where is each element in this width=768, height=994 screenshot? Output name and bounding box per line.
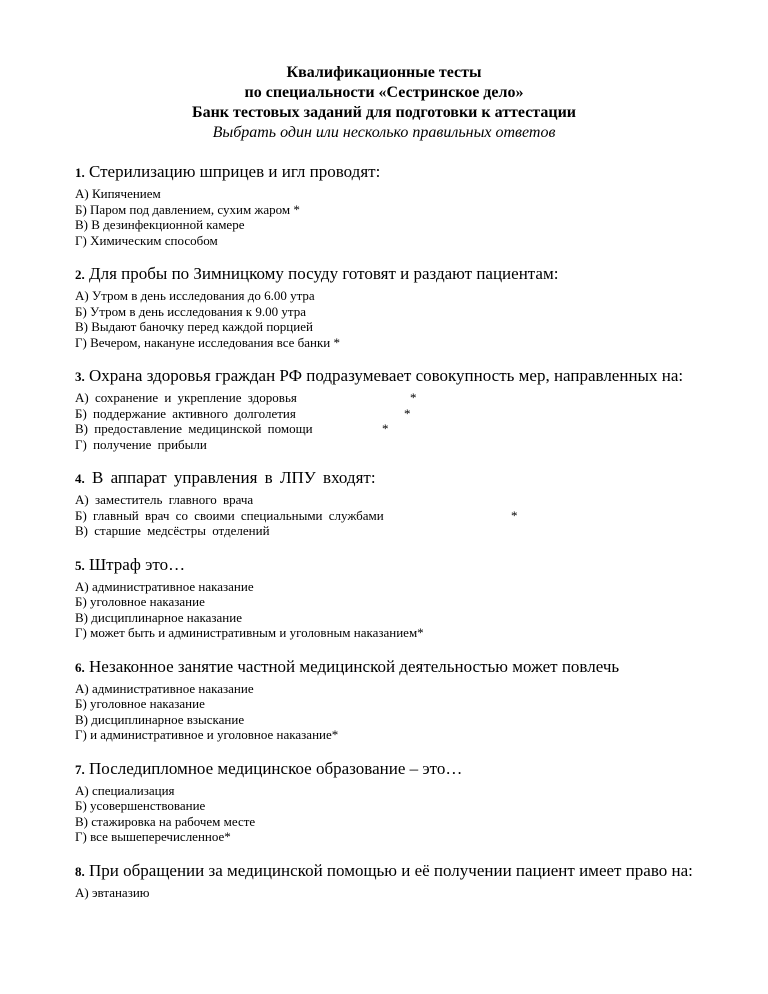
question-5 — [75, 555, 695, 641]
answer-option — [75, 421, 695, 437]
question-text — [75, 264, 695, 285]
answer-option: Б) уголовное наказание — [75, 594, 205, 609]
question-number: 6. — [75, 659, 85, 675]
correct-answer-mark: * — [382, 421, 389, 436]
question-6 — [75, 657, 695, 743]
question-number: 4. — [75, 471, 85, 486]
answer-option: А) заместитель главного врача — [75, 492, 254, 507]
answer-option: Г) Химическим способом — [75, 232, 218, 248]
question-label: Для пробы по Зимницкому посуду готовят и раздают пациентам: — [89, 264, 559, 283]
question-1 — [75, 162, 695, 248]
header-title: Квалификационные тесты — [286, 64, 482, 81]
answer-option: Б) усовершенствование — [75, 798, 206, 813]
question-label: Охрана здоровья граждан РФ подразумевает совокупность мер, направленных на: — [89, 366, 684, 385]
correct-answer-mark: * — [511, 507, 518, 523]
answer-option: В) Выдают баночку перед каждой порцией — [75, 319, 313, 334]
document-header — [0, 63, 768, 143]
answer-option: В) дисциплинарное взыскание — [75, 711, 245, 727]
question-text — [75, 366, 695, 387]
answer-text: Б) главный врач со своими специальными службами — [75, 507, 384, 523]
questions-list — [75, 162, 695, 916]
answer-option: Г) Вечером, накануне исследования все банки * — [75, 334, 341, 350]
question-label: Незаконное занятие частной медицинской деятельностью может повлечь — [89, 656, 620, 676]
question-number: 2. — [75, 267, 85, 282]
question-label: При обращении за медицинской помощью и её получении пациент имеет право на: — [89, 860, 693, 880]
answer-option: Г) получение прибыли — [75, 436, 207, 452]
answer-option: Б) Утром в день исследования к 9.00 утра — [75, 303, 306, 319]
answer-option: А) административное наказание — [75, 680, 254, 696]
question-4 — [75, 468, 695, 539]
answer-option: А) административное наказание — [75, 578, 254, 594]
answer-option — [75, 390, 695, 406]
question-label: Последипломное медицинское образование – это… — [89, 758, 463, 778]
answer-option: А) эвтаназию — [75, 884, 150, 900]
question-number: 5. — [75, 557, 85, 573]
question-2 — [75, 264, 695, 350]
question-number: 8. — [75, 863, 85, 879]
question-number: 7. — [75, 761, 85, 777]
question-text — [75, 162, 695, 183]
question-text — [75, 468, 695, 489]
header-subtitle: Банк тестовых заданий для подготовки к аттестации — [191, 104, 577, 121]
question-7 — [75, 759, 695, 845]
answer-option: В) В дезинфекционной камере — [75, 217, 245, 232]
question-label: В аппарат управления в ЛПУ входят: — [92, 468, 376, 487]
question-text — [75, 555, 695, 576]
question-label: Стерилизацию шприцев и игл проводят: — [89, 162, 381, 181]
correct-answer-mark: * — [410, 390, 417, 405]
question-8 — [75, 861, 695, 901]
answer-option: Г) все вышеперечисленное* — [75, 829, 231, 844]
answer-option: Г) может быть и административным и уголовным наказанием* — [75, 625, 424, 640]
answer-text: А) сохранение и укрепление здоровья — [75, 390, 297, 405]
answer-text: В) предоставление медицинской помощи — [75, 421, 313, 436]
answer-option: А) специализация — [75, 782, 175, 798]
answer-option: Г) и административное и уголовное наказание* — [75, 727, 339, 742]
question-text — [75, 759, 695, 780]
answer-option: Б) уголовное наказание — [75, 696, 205, 711]
answer-option: Б) Паром под давлением, сухим жаром * — [75, 201, 300, 217]
answer-option — [75, 406, 695, 422]
answer-option: В) стажировка на рабочем месте — [75, 813, 256, 829]
question-number: 3. — [75, 369, 85, 384]
correct-answer-mark: * — [404, 405, 411, 421]
header-instruction: Выбрать один или несколько правильных ответов — [212, 124, 556, 141]
question-3 — [75, 366, 695, 452]
header-specialty: по специальности «Сестринское дело» — [244, 84, 524, 101]
question-text — [75, 861, 695, 882]
answer-option: А) Кипячением — [75, 186, 161, 201]
question-text — [75, 657, 695, 678]
answer-option — [75, 508, 695, 524]
answer-option: В) дисциплинарное наказание — [75, 609, 242, 625]
answer-option: В) старшие медсёстры отделений — [75, 523, 270, 538]
question-number: 1. — [75, 165, 85, 180]
answer-text: Б) поддержание активного долголетия — [75, 405, 296, 421]
answer-option: А) Утром в день исследования до 6.00 утра — [75, 288, 315, 303]
question-label: Штраф это… — [89, 554, 186, 574]
